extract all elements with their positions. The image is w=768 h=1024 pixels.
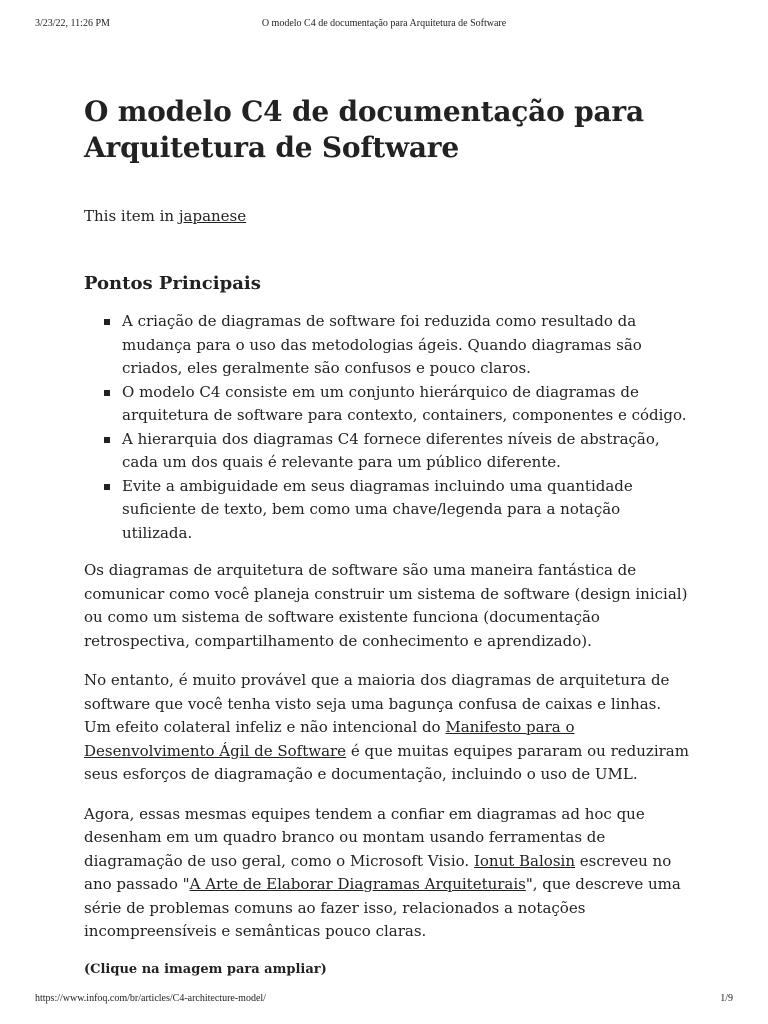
bullet-icon [104,390,110,396]
print-url: https://www.infoq.com/br/articles/C4-architecture-model/ [35,993,266,1004]
bullet-icon [104,319,110,325]
paragraph-agile [84,669,690,787]
list-item [122,381,690,428]
page-number: 1/9 [720,993,733,1004]
list-item [122,310,690,381]
bullet-icon [104,437,110,443]
paragraph-text: Agora, essas mesmas equipes tendem a confiar em diagramas ad hoc que desenham em um quadro branco ou montam usando ferramentas de diagramação de uso geral, como o Microsoft Visio. [84,804,645,870]
key-point-text: Evite a ambiguidade em seus diagramas incluindo uma quantidade suficiente de texto, bem como uma chave/legenda para a notação utilizada. [122,476,633,542]
author-link[interactable]: Ionut Balosin [473,851,575,870]
agile-manifesto-link[interactable]: Manifesto para o Desenvolvimento Ágil de Software [84,718,575,760]
language-line [84,204,690,228]
key-point-text: A criação de diagramas de software foi reduzida como resultado da mudança para o uso das metodologias ágeis. Quando diagramas são criados, eles geralmente são confusos e pouco claros. [122,312,642,377]
list-item [122,428,690,475]
section-title: Pontos Principais [84,273,261,294]
key-points-list [84,310,690,545]
paragraph-text: No entanto, é muito provável que a maioria dos diagramas de arquitetura de software que você tenha visto seja uma bagunça confusa de caixas e linhas. Um efeito colateral infeliz e não intencional do [84,671,670,736]
paragraph-adhoc [84,803,690,944]
print-datetime: 3/23/22, 11:26 PM [35,18,110,29]
paragraph-text: ", que descreve uma série de problemas comuns ao fazer isso, relacionados a notações incompreensíveis e semânticas pouco claras. [84,875,681,940]
image-caption: (Clique na imagem para ampliar) [84,961,327,977]
article-title: O modelo C4 de documentação para Arquitetura de Software [84,95,644,164]
key-point-text: O modelo C4 consiste em um conjunto hierárquico de diagramas de arquitetura de software para contexto, containers, componentes e código. [122,382,687,424]
print-doc-title: O modelo C4 de documentação para Arquitetura de Software [261,18,507,29]
paragraph-intro: Os diagramas de arquitetura de software são uma maneira fantástica de comunicar como você planeja construir um sistema de software (design inicial) ou como um sistema de software existente funciona (documentação retrospectiva, compartilhamento de conhecimento e aprendizado). [84,561,688,650]
article-link[interactable]: A Arte de Elaborar Diagramas Arquiteturais [189,875,526,893]
article [84,94,690,980]
language-prefix: This item in [84,207,175,225]
paragraph-text: escreveu no ano passado " [84,851,672,893]
bullet-icon [104,484,110,490]
key-point-text: A hierarquia dos diagramas C4 fornece diferentes níveis de abstração, cada um dos quais é relevante para um público diferente. [122,429,660,471]
paragraph-text: é que muitas equipes pararam ou reduziram seus esforços de diagramação e documentação, incluindo o uso de UML. [84,741,689,783]
list-item [122,475,690,546]
japanese-link[interactable]: japanese [178,207,247,225]
